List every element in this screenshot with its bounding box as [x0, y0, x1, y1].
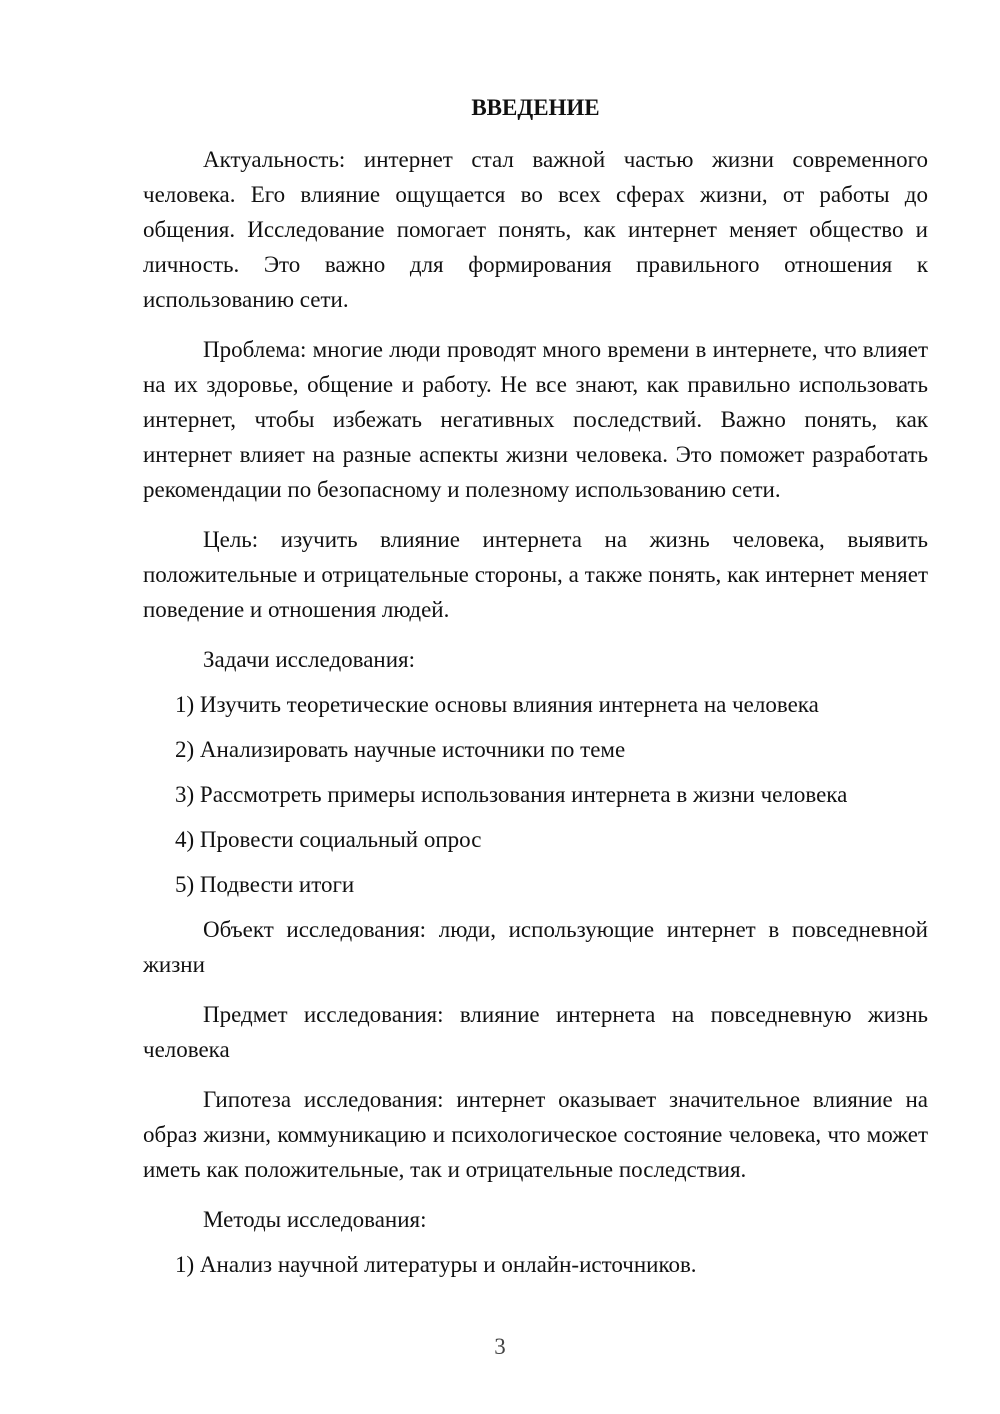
page-number: 3 — [494, 1334, 506, 1359]
list-item: 4) Провести социальный опрос — [175, 827, 482, 852]
document-page — [143, 92, 928, 1292]
object-paragraph: Объект исследования: люди, использующие интернет в повседневной жизни — [143, 917, 928, 977]
tasks-list — [143, 687, 928, 902]
list-item: 3) Рассмотреть примеры использования интернета в жизни человека — [175, 782, 848, 807]
hypothesis-paragraph: Гипотеза исследования: интернет оказывает значительное влияние на образ жизни, коммуникацию и психологическое состояние человека, что может иметь как положительные, так и отрицательные последствия. — [143, 1087, 928, 1182]
list-item: 2) Анализировать научные источники по теме — [175, 737, 626, 762]
problem-paragraph: Проблема: многие люди проводят много времени в интернете, что влияет на их здоровье, общение и работу. Не все знают, как правильно использовать интернет, чтобы избежать негативных последствий. Важно понять, как интернет влияет на разные аспекты жизни человека. Это поможет разработать рекомендации по безопасному и полезному использованию сети. — [143, 337, 928, 502]
relevance-paragraph: Актуальность: интернет стал важной частью жизни современного человека. Его влияние ощущается во всех сферах жизни, от работы до общения. Исследование помогает понять, как интернет меняет общество и личность. Это важно для формирования правильного отношения к использованию сети. — [143, 147, 928, 312]
methods-list — [143, 1247, 928, 1282]
methods-heading: Методы исследования: — [203, 1207, 427, 1232]
subject-paragraph: Предмет исследования: влияние интернета на повседневную жизнь человека — [143, 1002, 928, 1062]
tasks-heading: Задачи исследования: — [203, 647, 416, 672]
list-item: 5) Подвести итоги — [175, 872, 355, 897]
goal-paragraph: Цель: изучить влияние интернета на жизнь человека, выявить положительные и отрицательные стороны, а также понять, как интернет меняет поведение и отношения людей. — [143, 527, 928, 622]
list-item: 1) Анализ научной литературы и онлайн-источников. — [175, 1252, 697, 1277]
section-title: ВВЕДЕНИЕ — [471, 95, 600, 120]
list-item: 1) Изучить теоретические основы влияния интернета на человека — [175, 692, 819, 717]
